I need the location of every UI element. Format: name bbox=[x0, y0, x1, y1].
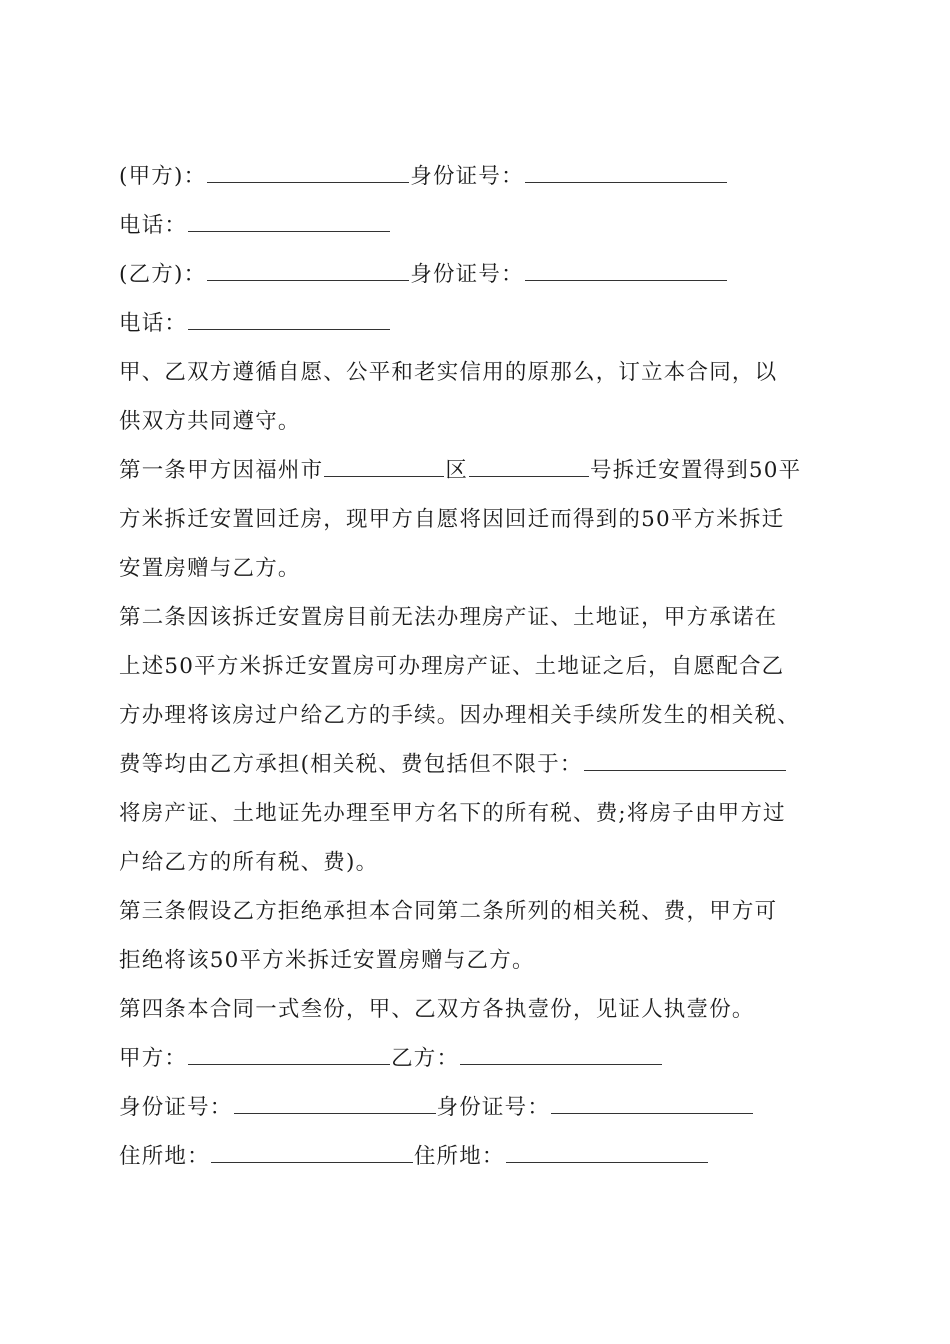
party-b-label: (乙方)： bbox=[119, 262, 207, 287]
article2-line-3: 方办理将该房过户给乙方的手续。因办理相关手续所发生的相关税、 bbox=[119, 703, 801, 728]
article1-text-a: 第一条甲方因福州市 bbox=[119, 458, 324, 483]
number-blank[interactable] bbox=[469, 446, 589, 477]
article2-line-5: 将房产证、土地证先办理至甲方名下的所有税、费;将房子由甲方过 bbox=[119, 801, 786, 826]
sig-address-b-blank[interactable] bbox=[506, 1132, 708, 1163]
article1-text-b: 区 bbox=[445, 458, 469, 483]
sig-party-a-blank[interactable] bbox=[188, 1034, 390, 1065]
party-a-name-blank[interactable] bbox=[207, 152, 409, 183]
party-a-label: (甲方)： bbox=[119, 164, 207, 189]
tax-items-blank[interactable] bbox=[584, 740, 786, 771]
sig-address-label-b: 住所地： bbox=[413, 1144, 505, 1169]
article1-line-3: 安置房赠与乙方。 bbox=[119, 556, 301, 581]
party-b-line bbox=[119, 250, 859, 299]
party-a-id-label: 身份证号： bbox=[410, 164, 524, 189]
article3-line-1: 第三条假设乙方拒绝承担本合同第二条所列的相关税、费，甲方可 bbox=[119, 899, 778, 924]
sig-id-b-blank[interactable] bbox=[551, 1083, 753, 1114]
article1-text-c: 号拆迁安置得到50平 bbox=[590, 458, 802, 483]
article2-text-4: 费等均由乙方承担(相关税、费包括但不限于： bbox=[119, 752, 583, 777]
article2-line-2: 上述50平方米拆迁安置房可办理房产证、土地证之后，自愿配合乙 bbox=[119, 654, 785, 679]
preamble-line-2: 供双方共同遵守。 bbox=[119, 409, 301, 434]
party-b-phone-line bbox=[119, 299, 859, 348]
party-a-phone-line bbox=[119, 201, 859, 250]
sig-party-b-blank[interactable] bbox=[460, 1034, 662, 1065]
article1-line-2: 方米拆迁安置回迁房，现甲方自愿将因回迁而得到的50平方米拆迁 bbox=[119, 507, 785, 532]
party-a-phone-label: 电话： bbox=[119, 213, 188, 238]
party-b-id-label: 身份证号： bbox=[410, 262, 524, 287]
party-b-id-blank[interactable] bbox=[525, 250, 727, 281]
party-a-line bbox=[119, 152, 859, 201]
party-a-id-blank[interactable] bbox=[525, 152, 727, 183]
party-b-phone-label: 电话： bbox=[119, 311, 188, 336]
sig-id-label-b: 身份证号： bbox=[436, 1095, 551, 1120]
sig-party-b-label: 乙方： bbox=[391, 1046, 460, 1071]
party-b-name-blank[interactable] bbox=[207, 250, 409, 281]
sig-id-a-blank[interactable] bbox=[234, 1083, 436, 1114]
party-b-phone-blank[interactable] bbox=[188, 299, 390, 330]
article3-line-2: 拒绝将该50平方米拆迁安置房赠与乙方。 bbox=[119, 948, 535, 973]
signature-id-line bbox=[119, 1083, 859, 1132]
sig-address-a-blank[interactable] bbox=[211, 1132, 413, 1163]
contract-document bbox=[119, 152, 859, 1181]
article2-line-6: 户给乙方的所有税、费)。 bbox=[119, 850, 379, 875]
sig-party-a-label: 甲方： bbox=[119, 1046, 188, 1071]
article1-line-1 bbox=[119, 446, 859, 495]
article2-line-1: 第二条因该拆迁安置房目前无法办理房产证、土地证，甲方承诺在 bbox=[119, 605, 778, 630]
signature-party-line bbox=[119, 1034, 859, 1083]
article2-line-4 bbox=[119, 740, 859, 789]
sig-id-label-a: 身份证号： bbox=[119, 1095, 233, 1120]
district-blank[interactable] bbox=[324, 446, 444, 477]
preamble-line-1: 甲、乙双方遵循自愿、公平和老实信用的原那么，订立本合同，以 bbox=[119, 360, 778, 385]
article4-line: 第四条本合同一式叁份，甲、乙双方各执壹份，见证人执壹份。 bbox=[119, 997, 755, 1022]
sig-address-label-a: 住所地： bbox=[119, 1144, 210, 1169]
signature-address-line bbox=[119, 1132, 859, 1181]
party-a-phone-blank[interactable] bbox=[188, 201, 390, 232]
